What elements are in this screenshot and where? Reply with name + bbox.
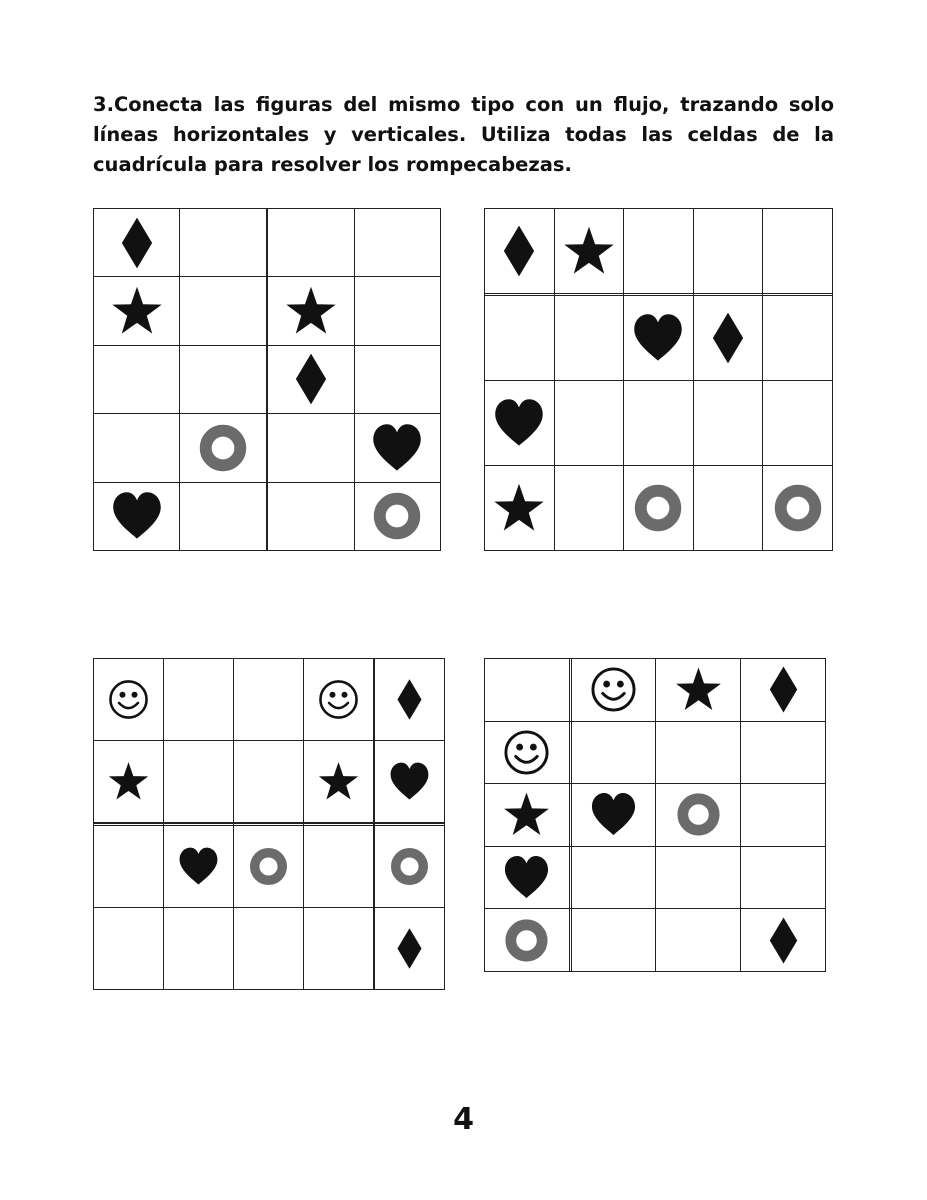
grid-row — [485, 659, 826, 722]
star-icon — [502, 790, 551, 839]
grid-cell[interactable] — [554, 465, 624, 550]
grid-cell[interactable] — [163, 740, 233, 822]
grid-cell[interactable] — [180, 277, 266, 345]
grid-row — [94, 414, 441, 482]
grid-cell[interactable] — [94, 209, 180, 277]
puzzle-grid-2 — [484, 208, 833, 551]
grid-cell[interactable] — [763, 295, 833, 380]
grid-row — [485, 846, 826, 909]
grid-cell[interactable] — [233, 740, 303, 822]
grid-cell[interactable] — [485, 659, 570, 722]
grid-row — [94, 908, 445, 990]
heart-icon — [492, 396, 546, 450]
grid-cell[interactable] — [94, 740, 164, 822]
grid-cell[interactable] — [741, 721, 826, 784]
puzzle-grid-3 — [93, 658, 445, 990]
grid-cell[interactable] — [571, 784, 656, 847]
grid-row — [94, 209, 441, 277]
star-icon — [492, 481, 546, 535]
grid-cell[interactable] — [485, 465, 555, 550]
ring-icon — [370, 489, 424, 543]
star-icon — [317, 760, 360, 803]
grid-cell[interactable] — [354, 277, 440, 345]
smiley-icon — [317, 678, 360, 721]
grid-cell[interactable] — [268, 482, 354, 550]
heart-icon — [502, 853, 551, 902]
grid-row — [94, 826, 445, 908]
grid-cell[interactable] — [180, 482, 266, 550]
grid-cell[interactable] — [375, 659, 445, 741]
grid-cell[interactable] — [303, 740, 373, 822]
diamond-icon — [110, 216, 164, 270]
grid-row — [485, 380, 833, 465]
grid-cell[interactable] — [163, 908, 233, 990]
ring-icon — [631, 481, 685, 535]
grid-cell[interactable] — [693, 209, 763, 294]
grid-cell[interactable] — [94, 345, 180, 413]
smiley-icon — [502, 728, 551, 777]
grid-cell[interactable] — [94, 414, 180, 482]
grid-cell[interactable] — [354, 345, 440, 413]
grid-cell[interactable] — [354, 414, 440, 482]
grid-cell[interactable] — [354, 482, 440, 550]
diamond-icon — [388, 927, 431, 970]
grid-cell[interactable] — [233, 908, 303, 990]
heart-icon — [110, 489, 164, 543]
grid-cell[interactable] — [354, 209, 440, 277]
instructions-text: 3.Conecta las figuras del mismo tipo con un flujo, trazando solo líneas horizontales y verticales. Utiliza todas las celdas de la cuadrícula para resolver los rompecabezas. — [93, 93, 834, 176]
grid-cell[interactable] — [571, 846, 656, 909]
grid-cell[interactable] — [375, 740, 445, 822]
smiley-icon — [107, 678, 150, 721]
grid-cell[interactable] — [485, 721, 570, 784]
grid-cell[interactable] — [180, 414, 266, 482]
grid-cell[interactable] — [485, 380, 555, 465]
grid-cell[interactable] — [624, 380, 694, 465]
grid-cell[interactable] — [268, 277, 354, 345]
grid-cell[interactable] — [94, 277, 180, 345]
grid-cell[interactable] — [94, 908, 164, 990]
grid-cell[interactable] — [624, 465, 694, 550]
diamond-icon — [759, 665, 808, 714]
grid-row — [485, 295, 833, 380]
grid-cell[interactable] — [624, 295, 694, 380]
grid-cell[interactable] — [233, 826, 303, 908]
grid-cell[interactable] — [163, 659, 233, 741]
grid-cell[interactable] — [554, 209, 624, 294]
ring-icon — [674, 790, 723, 839]
grid-cell[interactable] — [94, 482, 180, 550]
grid-cell[interactable] — [656, 659, 741, 722]
heart-icon — [388, 760, 431, 803]
grid-cell[interactable] — [554, 295, 624, 380]
grid-row — [94, 482, 441, 550]
grid-cell[interactable] — [163, 826, 233, 908]
grid-cell[interactable] — [303, 659, 373, 741]
puzzle-grid-4 — [484, 658, 826, 972]
grid-cell[interactable] — [571, 721, 656, 784]
grid-cell[interactable] — [571, 909, 656, 972]
grid-row — [94, 659, 445, 741]
grid-cell[interactable] — [180, 345, 266, 413]
grid-cell[interactable] — [656, 846, 741, 909]
ring-icon — [502, 916, 551, 965]
grid-cell[interactable] — [741, 784, 826, 847]
grid-row — [94, 345, 441, 413]
grid-cell[interactable] — [741, 846, 826, 909]
grid-cell[interactable] — [693, 380, 763, 465]
heart-icon — [177, 845, 220, 888]
grid-row — [94, 277, 441, 345]
diamond-icon — [701, 311, 755, 365]
ring-icon — [196, 421, 250, 475]
grid-cell[interactable] — [485, 784, 570, 847]
smiley-icon — [589, 665, 638, 714]
star-icon — [674, 665, 723, 714]
grid-row — [94, 740, 445, 822]
grid-cell[interactable] — [268, 209, 354, 277]
grid-cell[interactable] — [485, 209, 555, 294]
grid-cell[interactable] — [656, 909, 741, 972]
grid-row — [485, 465, 833, 550]
ring-icon — [771, 481, 825, 535]
grid-cell[interactable] — [763, 209, 833, 294]
grid-cell[interactable] — [233, 659, 303, 741]
grid-cell[interactable] — [94, 659, 164, 741]
star-icon — [107, 760, 150, 803]
page-number: 4 — [453, 1102, 474, 1137]
grid-cell[interactable] — [624, 209, 694, 294]
grid-cell[interactable] — [693, 465, 763, 550]
grid-cell[interactable] — [375, 908, 445, 990]
grid-cell[interactable] — [303, 908, 373, 990]
star-icon — [110, 284, 164, 338]
grid-cell[interactable] — [763, 465, 833, 550]
ring-icon — [247, 845, 290, 888]
heart-icon — [631, 311, 685, 365]
puzzle-grid-1 — [93, 208, 441, 551]
star-icon — [284, 284, 338, 338]
grid-row — [485, 209, 833, 294]
grid-cell[interactable] — [94, 826, 164, 908]
grid-cell[interactable] — [741, 659, 826, 722]
grid-cell[interactable] — [268, 414, 354, 482]
diamond-icon — [284, 352, 338, 406]
grid-cell[interactable] — [375, 826, 445, 908]
grid-cell[interactable] — [693, 295, 763, 380]
star-icon — [562, 224, 616, 278]
grid-cell[interactable] — [268, 345, 354, 413]
grid-cell[interactable] — [763, 380, 833, 465]
grid-cell[interactable] — [656, 784, 741, 847]
grid-row — [485, 784, 826, 847]
grid-cell[interactable] — [485, 295, 555, 380]
grid-cell[interactable] — [485, 846, 570, 909]
heart-icon — [370, 421, 424, 475]
grid-row — [485, 909, 826, 972]
grid-cell[interactable] — [656, 721, 741, 784]
grid-row — [485, 721, 826, 784]
ring-icon — [388, 845, 431, 888]
diamond-icon — [492, 224, 546, 278]
heart-icon — [589, 790, 638, 839]
grid-cell[interactable] — [741, 909, 826, 972]
diamond-icon — [388, 678, 431, 721]
grid-cell[interactable] — [554, 380, 624, 465]
diamond-icon — [759, 916, 808, 965]
grid-cell[interactable] — [571, 659, 656, 722]
grid-cell[interactable] — [485, 909, 570, 972]
grid-cell[interactable] — [303, 826, 373, 908]
grid-cell[interactable] — [180, 209, 266, 277]
